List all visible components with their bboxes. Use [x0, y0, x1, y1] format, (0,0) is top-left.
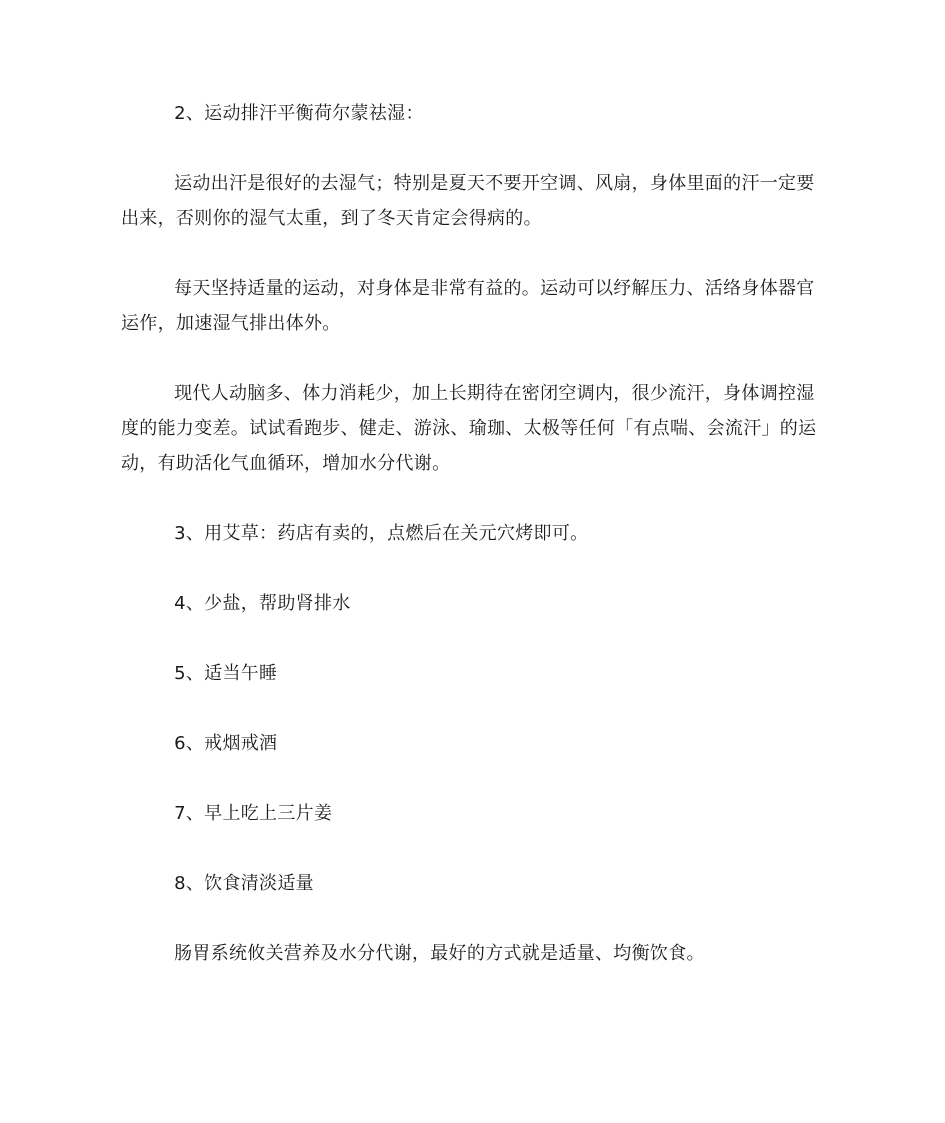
item-quit-smoking-drinking: 6、戒烟戒酒: [174, 733, 278, 754]
item-mugwort: 3、用艾草：药店有卖的，点燃后在关元穴烤即可。: [174, 523, 589, 544]
paragraph-digestive-system: 肠胃系统攸关营养及水分代谢，最好的方式就是适量、均衡饮食。: [174, 943, 705, 964]
item-light-diet: 8、饮食清淡适量: [174, 873, 314, 894]
item-nap: 5、适当午睡: [174, 663, 278, 684]
paragraph-modern-lifestyle: 现代人动脑多、体力消耗少，加上长期待在密闭空调内，很少流汗，身体调控湿度的能力变差。试试看跑步、健走、游泳、瑜珈、太极等任何「有点喘、会流汗」的运动，有助活化气血循环，增加水分代谢。: [121, 383, 817, 474]
heading-exercise-sweat: 2、运动排汗平衡荷尔蒙祛湿：: [174, 103, 424, 124]
item-ginger: 7、早上吃上三片姜: [174, 803, 333, 824]
paragraph-sweat-dampness: 运动出汗是很好的去湿气；特别是夏天不要开空调、风扇，身体里面的汗一定要出来，否则你的湿气太重，到了冬天肯定会得病的。: [121, 173, 815, 229]
document-body: [121, 96, 831, 971]
item-less-salt: 4、少盐，帮助肾排水: [174, 593, 351, 614]
paragraph-daily-exercise: 每天坚持适量的运动，对身体是非常有益的。运动可以纾解压力、活络身体器官运作，加速湿气排出体外。: [121, 278, 815, 334]
